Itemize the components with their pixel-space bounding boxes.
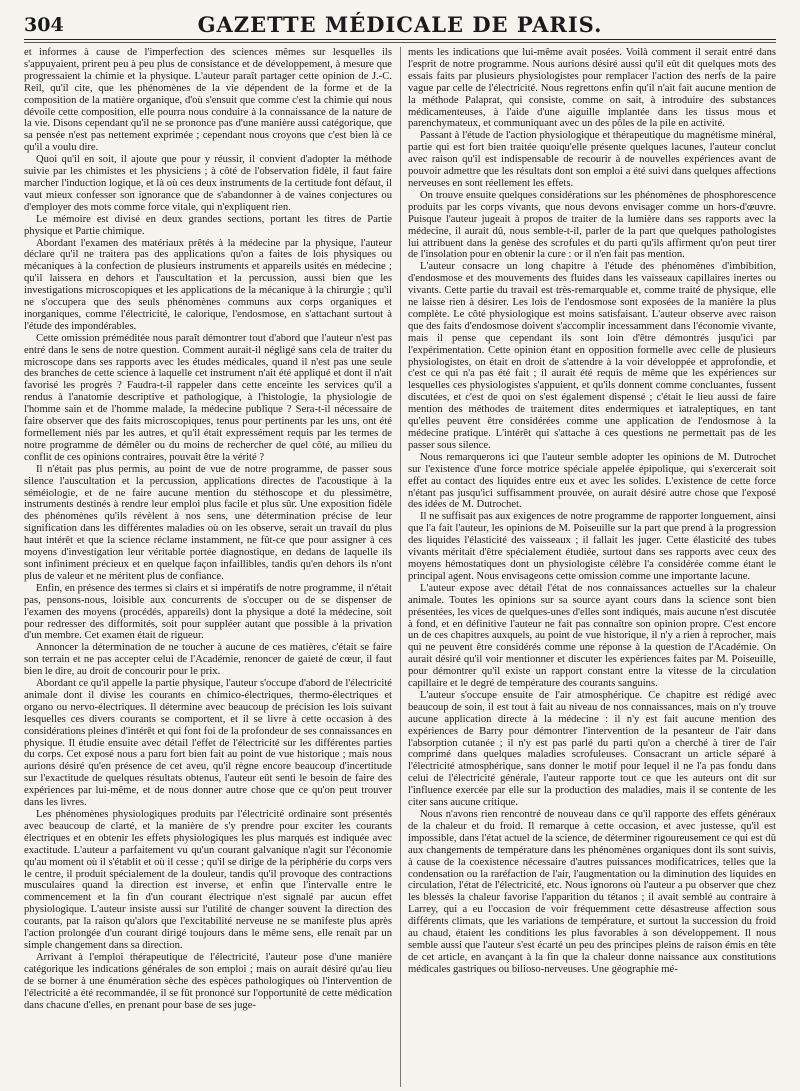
paragraph: Arrivant à l'emploi thérapeutique de l'électricité, l'auteur pose d'une manière catégorique les indications générales de son emploi ; mais on aurait désiré qu'au lieu de se borner à une énumération sèche des espèces pathologiques où l'intervention de l'électricité a été recommandée, il se fût prononcé sur l'opportunité de cette médication dans chacune d'elles, en prenant pour base de ses juge- <box>24 951 392 1011</box>
right-column <box>408 47 776 1087</box>
paragraph: Nous n'avons rien rencontré de nouveau dans ce qu'il rapporte des effets généraux de la chaleur et du froid. Il remarque à cette occasion, et avec justesse, qu'il est impossible, dans l'état actuel de la science, de déterminer rigoureusement ce qui est dû aux changements de température dans les phénomènes organiques dont ils sont suivis, à cause de la coexistence nécessaire d'autres puissances modificatrices, telles que la condensation ou la raréfaction de l'air, l'augmentation ou la diminution des liquides en circulation, l'état de l'électricité, etc. Nous ignorons où l'auteur a pu observer que chez les blessés la chaleur favorise l'apparition du tétanos ; il avait semblé au contraire à Larrey, qui a eu l'occasion de voir fréquemment cette désastreuse affection sous différents climats, que les variations de température, et surtout la succession du froid au chaud, étaient les conditions les plus favorables à son développement. Il nous semble aussi que l'auteur s'est écarté un peu des principes pleins de raison émis en tête de cet article, en avançant à la fin que la chaleur donne naissance aux constitutions médicales gastriques ou bilioso-nerveuses. Une géographie mé- <box>408 809 776 975</box>
paragraph: Passant à l'étude de l'action physiologique et thérapeutique du magnétisme minéral, partie qui est fort bien traitée quoiqu'elle présente quelques lacunes, l'auteur conclut avec raison qu'il est indispensable de recourir à de nouvelles expériences avant de pouvoir admettre que les résultats dont son emploi a été suivi dans quelques affections nerveuses en sont réellement les effets. <box>408 130 776 189</box>
column-divider <box>400 47 401 1087</box>
paragraph: Annoncer la détermination de ne toucher à aucune de ces matières, c'était se faire son terrain et ne pas accepter celui de l'Académie, renoncer de gaieté de cœur, il faut bien le dire, au droit de concourir pour le prix. <box>24 642 392 678</box>
header-rule-thin <box>24 42 776 43</box>
page-number: 304 <box>24 14 64 36</box>
paragraph: Les phénomènes physiologiques produits par l'électricité ordinaire sont présentés avec beaucoup de clarté, et la manière de s'y prendre pour exciter les courants électriques et en obtenir les effets physiologiques les plus marqués est indiquée avec exactitude. L'auteur a parfaitement vu qu'un courant galvanique n'agit sur l'économie qu'au moment où il s'établit et où il cesse ; qu'il se dirige de la périphérie du corps vers le centre, il produit spécialement de la douleur, tandis qu'il provoque des contractions musculaires quand la direction est inverse, et enfin que l'intervalle entre le commencement et la fin d'un courant électrique n'est signalé par aucun effet physiologique. L'auteur insiste aussi sur l'utilité de changer souvent la direction des courants, par la raison qu'alors que l'excitabilité nerveuse ne se manifeste plus après l'action prolongée d'un courant dirigé toujours dans le même sens, elle renaît par un simple changement dans sa direction. <box>24 809 392 951</box>
page-header <box>24 8 776 36</box>
left-column <box>24 47 392 1087</box>
paragraph: et informes à cause de l'imperfection des sciences mêmes sur lesquelles ils s'appuyaient, prirent peu à peu plus de consistance et de développement, à mesure que progressaient la chimie et la physique. L'auteur paraît partager cette opinion de J.-C. Reil, qu'il cite, que les phénomènes de la vie dépendent de la forme et de la composition de la matière organique, d'où s'ensuit que comme c'est la chimie qui nous dévoile cette composition, elle pourra nous conduire à la connaissance de la nature de la vie. Disons cependant qu'il ne se prononce pas d'une manière aussi catégorique, que sa pensée n'est pas nettement exprimée ; cependant nous croyons que c'est bien là ce qu'il a voulu dire. <box>24 47 392 154</box>
paragraph: L'auteur expose avec détail l'état de nos connaissances actuelles sur la chaleur animale. Toutes les opinions sur sa source ayant cours dans la science sont bien présentées, les vices de quelques-unes d'elles sont indiqués, mais aucune n'est discutée à fond, et en définitive l'auteur ne fait pas connaître son opinion propre. C'est encore un de ces chapitres auxquels, au point de vue historique, il n'y a rien à reprocher, mais qui ne peuvent être considérés comme une réponse à la question de l'Académie. On aurait désiré qu'il voir mentionner et discuter les expériences faites par M. Poiseuille, pour démontrer qu'il existe un rapport constant entre la vitesse de la circulation capillaire et le degré de température des courants sanguins. <box>408 582 776 690</box>
header-rule <box>24 39 776 40</box>
paragraph: L'auteur s'occupe ensuite de l'air atmosphérique. Ce chapitre est rédigé avec beaucoup de soin, il est tout à fait au niveau de nos connaissances, mais on n'y trouve aucune application directe à la médecine : il n'y est fait aucune mention des expériences de Barry pour démontrer l'intervention de la pesanteur de l'air dans l'absorption cutanée ; il n'y est pas parlé du parti qu'on a cherché à tirer de l'air comprimé dans quelques maladies scrofuleuses. Consacrant un article séparé à l'électricité atmosphérique, sans donner le motif pour lequel il ne l'a pas fondu dans celui de l'électricité générale, l'auteur rapporte tout ce que les auteurs ont dit sur l'influence exercée par elle sur la production des maladies, mais il se contente de les citer sans aucune critique. <box>408 689 776 809</box>
paragraph: ments les indications que lui-même avait posées. Voilà comment il serait entré dans l'esprit de notre programme. Nous aurions désiré aussi qu'il eût dit quelques mots des essais faits par plusieurs physiologistes pour remplacer l'action des nerfs de la paire vague par celle de l'électricité. Nous regrettons enfin qu'il n'ait fait aucune mention de la méthode Palaprat, qui consiste, comme on sait, à introduire des substances médicamenteuses, à l'aide d'une aiguille implantée dans les tissus mous et parenchymateux, et communiquant avec un des pôles de la pile en activité. <box>408 47 776 130</box>
paragraph: Nous remarquerons ici que l'auteur semble adopter les opinions de M. Dutrochet sur l'existence d'une force motrice spéciale appelée épipolique, qui s'exercerait soit effet au contact des liquides entre eux et avec les solides. L'existence de cette force n'étant pas jusqu'ici suffisamment prouvée, on aurait désiré autre chose que l'exposé des idées de M. Dutrochet. <box>408 451 776 511</box>
journal-title: GAZETTE MÉDICALE DE PARIS. <box>197 12 603 37</box>
paragraph: Il n'était pas plus permis, au point de vue de notre programme, de passer sous silence l'auscultation et la percussion, applications directes de l'acoustique à la séméiologie, et de ne faire aucune mention du stéthoscope et du plessimètre, instruments destinés à rendre leur emploi plus facile et plus sûr. Une exposition fidèle des phénomènes qu'ils révèlent à nos sens, une détermination précise de leur signification dans les différentes maladies où on les observe, serait un travail du plus haut intérêt et que la science réclame instamment, ne fût-ce que pour assigner à ces moyens d'investigation leur véritable portée diagnostique, en dedans de laquelle ils sont infiniment précieux et en quelque façon infaillibles, tandis qu'en dehors ils n'ont plus de valeur et ne méritent plus de confiance. <box>24 463 392 582</box>
text-columns <box>24 47 776 1087</box>
paragraph: Abordant l'examen des matériaux prêtés à la médecine par la physique, l'auteur déclare qu'il ne traitera pas des applications qu'on a faites de lois physiques ou mécaniques à la confection de plusieurs instruments et appareils usités en médecine ; qu'il laissera en dehors et l'auscultation et la percussion, aussi bien que les investigations microscopiques et les applications de la mécanique à la chirurgie ; qu'il ne s'occupera que des seuls phénomènes communs aux corps organiques et inorganiques, comme l'électricité, le calorique, l'endosmose, en s'attachant surtout à l'étude des impondérables. <box>24 237 392 332</box>
paragraph: Cette omission préméditée nous paraît démontrer tout d'abord que l'auteur n'est pas entré dans le sens de notre question. Comment aurait-il négligé sans cela de traiter du microscope dans ses rapports avec les études médicales, quand il n'est pas une seule des branches de cette science à laquelle cet instrument n'ait été appliqué et dont il n'ait favorisé les progrès ? Faudra-t-il rappeler dans cette enceinte les services qu'il a rendus à l'anatomie descriptive et pathologique, à l'histologie, la physiologie de l'homme sain et de l'homme malade, la médecine publique ? Sera-t-il nécessaire de faire observer que des faits microscopiques, tenus pour pertinents par les uns, ont été formellement niés par les autres, et qu'il était expressément requis par les termes de notre programme de démêler ou du moins de rechercher de quel côté, au milieu du conflit de ces opinions contraires, pouvait être la vérité ? <box>24 332 392 463</box>
paragraph: Le mémoire est divisé en deux grandes sections, portant les titres de Partie physique et Partie chimique. <box>24 213 392 237</box>
paragraph: Il ne suffisait pas aux exigences de notre programme de rapporter longuement, ainsi que l'a fait l'auteur, les opinions de M. Poiseuille sur la part que prend à la progression des liquides l'élasticité des vaisseaux ; il fallait les juger. Cette élasticité des tubes vivants méritait d'être spécialement étudiée, surtout dans ses rapports avec ceux des moyens hémostatiques dont un physiologiste célèbre l'a considérée comme étant le principal agent. Nous envisageons cette omission comme une importante lacune. <box>408 511 776 582</box>
paragraph: Quoi qu'il en soit, il ajoute que pour y réussir, il convient d'adopter la méthode suivie par les chimistes et les physiciens ; à côté de l'observation fidèle, il faut faire marcher l'induction logique, et là où ces deux instruments de la certitude font défaut, il vaut mieux confesser son ignorance que de s'abandonner à de vaines conjectures ou d'employer des mots comme force vitale, qui n'expliquent rien. <box>24 154 392 213</box>
paragraph: L'auteur consacre un long chapitre à l'étude des phénomènes d'imbibition, d'endosmose et des mouvements des fluides dans les vaisseaux capillaires inertes ou vivants. Cette partie du travail est très-remarquable et, comme traité de physique, elle ne laisse rien à désirer. Les lois de l'endosmose sont exposées de la manière la plus complète. Le côté physiologique est moins satisfaisant. L'auteur observe avec raison que des faits d'endosmose doivent s'accomplir incessamment dans l'économie vivante, mais il pense que cependant ils sont loin d'être démontrés jusqu'ici par l'expérimentation. Cette opinion étant en opposition formelle avec celle de plusieurs physiologistes, on était en droit de s'attendre à la voir développée et approfondie, et c'est ce qui n'a pas été fait ; il aurait été requis de même que les expériences sur lesquelles ces physiologistes s'appuient, et qu'ils donnent comme concluantes, fussent discutées, et c'est de quoi on s'est également dispensé ; c'était le lieu aussi de faire mention des méthodes de traitement dites endermiques et iatraleptiques, en tant qu'elles peuvent être considérées comme une application de l'endosmose à la médecine pratique. L'intérêt qui s'attache à ces questions ne permettait pas de les passer sous silence. <box>408 261 776 451</box>
paragraph: Abordant ce qu'il appelle la partie physique, l'auteur s'occupe d'abord de l'électricité animale dont il divise les courants en chimico-électriques, thermo-électriques et organo ou nervo-électriques. Il détermine avec beaucoup de précision les lois suivant lesquelles ces divers courants se comportent, et il se livre à cette occasion à des considérations pleines d'intérêt et qui font foi de la profondeur de ses connaissances en physique. Il étudie ensuite avec détail l'effet de l'électricité sur les différentes parties du corps. Cet exposé nous a paru fort bien fait au point de vue historique ; mais nous aurions désiré qu'en présence de cet aveu, qu'il règne encore beaucoup d'incertitude sur l'exactitude de quelques résultats obtenus, l'auteur eût senti le besoin de faire des expériences par lui-même, et de nous donner autre chose que ce qu'on peut trouver dans les livres. <box>24 678 392 809</box>
paragraph: On trouve ensuite quelques considérations sur les phénomènes de phosphorescence produits par les corps vivants, que nous devons envisager comme un hors-d'œuvre. Puisque l'auteur jugeait à propos de traiter de la lumière dans ses rapports avec la médecine, il aurait dû, nous semble-t-il, parler de la part que quelques pathologistes lui attribuent dans la genèse des scrofules et du parti qu'ils affirment qu'on peut tirer de l'insolation pour en obtenir la cure : or il n'en fait pas mention. <box>408 189 776 261</box>
paragraph: Enfin, en présence des termes si clairs et si impératifs de notre programme, il n'était pas, pensons-nous, loisible aux concurrents de s'occuper ou de se dispenser de l'examen des moyens (procédés, appareils) dont la physique a doté la médecine, soit pour redresser des difformités, soit pour suppléer autant que possible à la privation d'un membre. Cet examen était de rigueur. <box>24 582 392 642</box>
